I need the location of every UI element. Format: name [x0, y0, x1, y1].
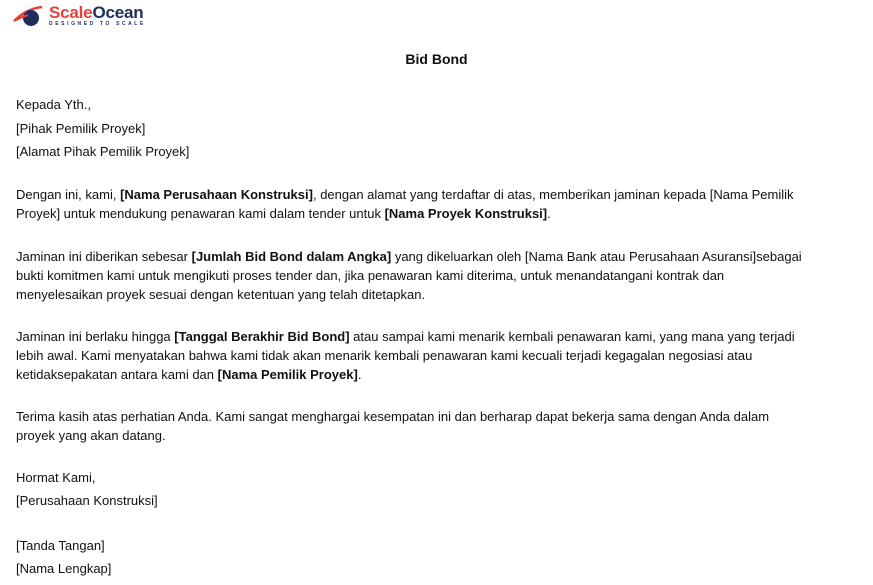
letter-line [16, 97, 91, 112]
text-segment: [Perusahaan Konstruksi] [16, 493, 158, 508]
text-segment: lebih awal. Kami menyatakan bahwa kami tidak akan menarik kembali penawaran kami kecuali terjadi kegagalan negosiasi atau [16, 348, 753, 363]
letter-line [16, 409, 769, 424]
letter-line [16, 206, 551, 221]
text-segment: yang dikeluarkan oleh [Nama Bank atau Perusahaan Asuransi]sebagai [391, 249, 802, 264]
text-segment: , dengan alamat yang terdaftar di atas, memberikan jaminan kepada [Nama Pemilik [312, 187, 794, 202]
text-segment: . [547, 206, 551, 221]
text-segment: [Nama Lengkap] [16, 561, 112, 576]
letter-line [16, 249, 802, 264]
text-segment: proyek yang akan datang. [16, 428, 166, 443]
letter-line [16, 329, 795, 344]
text-segment: atau sampai kami menarik kembali penawaran kami, yang mana yang terjadi [349, 329, 795, 344]
text-segment: Hormat Kami, [16, 470, 96, 485]
text-segment: [Tanda Tangan] [16, 538, 105, 553]
letter-line [16, 561, 111, 576]
logo-mark-icon [12, 5, 46, 27]
text-segment: . [357, 367, 362, 382]
letter-line [16, 187, 794, 202]
letter-line [16, 287, 425, 302]
text-segment: Dengan ini, kami, [16, 187, 121, 202]
text-segment: Terima kasih atas perhatian Anda. Kami sangat menghargai kesempatan ini dan berharap dapat bekerja sama dengan Anda dalam [16, 409, 770, 424]
letter-line [16, 428, 166, 443]
placeholder-field: [Nama Perusahaan Konstruksi] [120, 187, 313, 202]
placeholder-field: [Jumlah Bid Bond dalam Angka] [191, 249, 392, 264]
text-segment: [Pihak Pemilik Proyek] [16, 121, 146, 136]
letter-line [16, 493, 158, 508]
letter-line [16, 470, 95, 485]
text-segment: ketidaksepakatan antara kami dan [16, 367, 218, 382]
letter-line [16, 268, 724, 283]
text-segment: Kepada Yth., [16, 97, 91, 112]
letter-line [16, 121, 145, 136]
text-segment: Proyek] untuk mendukung penawaran kami dalam tender untuk [16, 206, 385, 221]
letter-line [16, 367, 361, 382]
text-segment: bukti komitmen kami untuk mengikuti proses tender dan, jika penawaran kami diterima, untuk menandatangani kontrak dan [16, 268, 725, 283]
letter-line [16, 144, 189, 159]
text-segment: Jaminan ini diberikan sebesar [16, 249, 192, 264]
text-segment: [Alamat Pihak Pemilik Proyek] [16, 144, 190, 159]
placeholder-field: [Nama Proyek Konstruksi] [384, 206, 548, 221]
document-title: Bid Bond [405, 51, 468, 67]
text-segment: Jaminan ini berlaku hingga [16, 329, 175, 344]
logo-brand: ScaleOcean [49, 3, 144, 22]
letter-line [16, 348, 752, 363]
scaleocean-logo [12, 4, 146, 27]
logo-tagline: DESIGNED TO SCALE [49, 21, 146, 27]
placeholder-field: [Tanggal Berakhir Bid Bond] [174, 329, 350, 344]
text-segment: menyelesaikan proyek sesuai dengan ketentuan yang telah ditetapkan. [16, 287, 426, 302]
letter-line [16, 538, 105, 553]
placeholder-field: [Nama Pemilik Proyek] [217, 367, 358, 382]
